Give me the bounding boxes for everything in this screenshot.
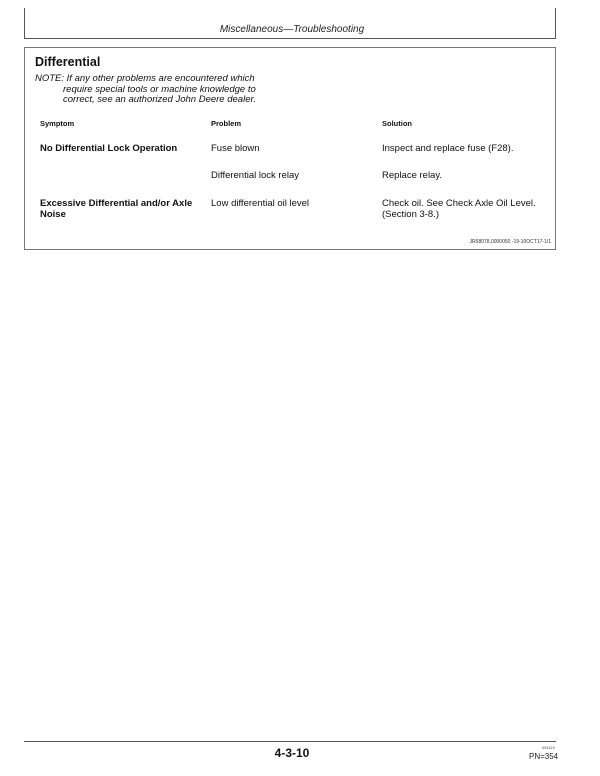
- header-divider: [24, 38, 556, 39]
- symptom-cell: [40, 198, 210, 220]
- column-header-solution: Solution: [382, 119, 412, 128]
- note-line: NOTE: If any other problems are encountered which: [35, 73, 255, 84]
- solution-line: (Section 3-8.): [382, 209, 440, 220]
- reference-code: JR58078,0000050 -19-10OCT17-1/1: [469, 239, 551, 245]
- symptom-line: Excessive Differential and/or Axle: [40, 198, 193, 209]
- footer-pn: PN=354: [529, 752, 559, 761]
- symptom-line: Noise: [40, 209, 66, 220]
- problem-cell: Differential lock relay: [211, 170, 300, 181]
- symptom-cell: No Differential Lock Operation: [40, 143, 178, 154]
- column-header-problem: Problem: [211, 119, 242, 128]
- page-number: 4-3-10: [274, 746, 310, 760]
- solution-cell: Inspect and replace fuse (F28).: [382, 143, 514, 154]
- running-head: Miscellaneous—Troubleshooting: [219, 24, 365, 35]
- solution-cell: [382, 198, 552, 220]
- note-line: correct, see an authorized John Deere dealer.: [63, 94, 256, 105]
- footer-code: 091119: [542, 745, 555, 750]
- note-line: require special tools or machine knowledge to: [63, 83, 256, 95]
- footer-divider: [24, 741, 556, 742]
- section-title: Differential: [35, 55, 101, 69]
- solution-cell: Replace relay.: [382, 170, 443, 181]
- differential-section: [24, 47, 556, 250]
- problem-cell: Fuse blown: [211, 143, 260, 154]
- problem-cell: Low differential oil level: [211, 198, 310, 209]
- note: [35, 74, 335, 106]
- column-header-symptom: Symptom: [40, 119, 75, 128]
- solution-line: Check oil. See Check Axle Oil Level.: [382, 198, 536, 209]
